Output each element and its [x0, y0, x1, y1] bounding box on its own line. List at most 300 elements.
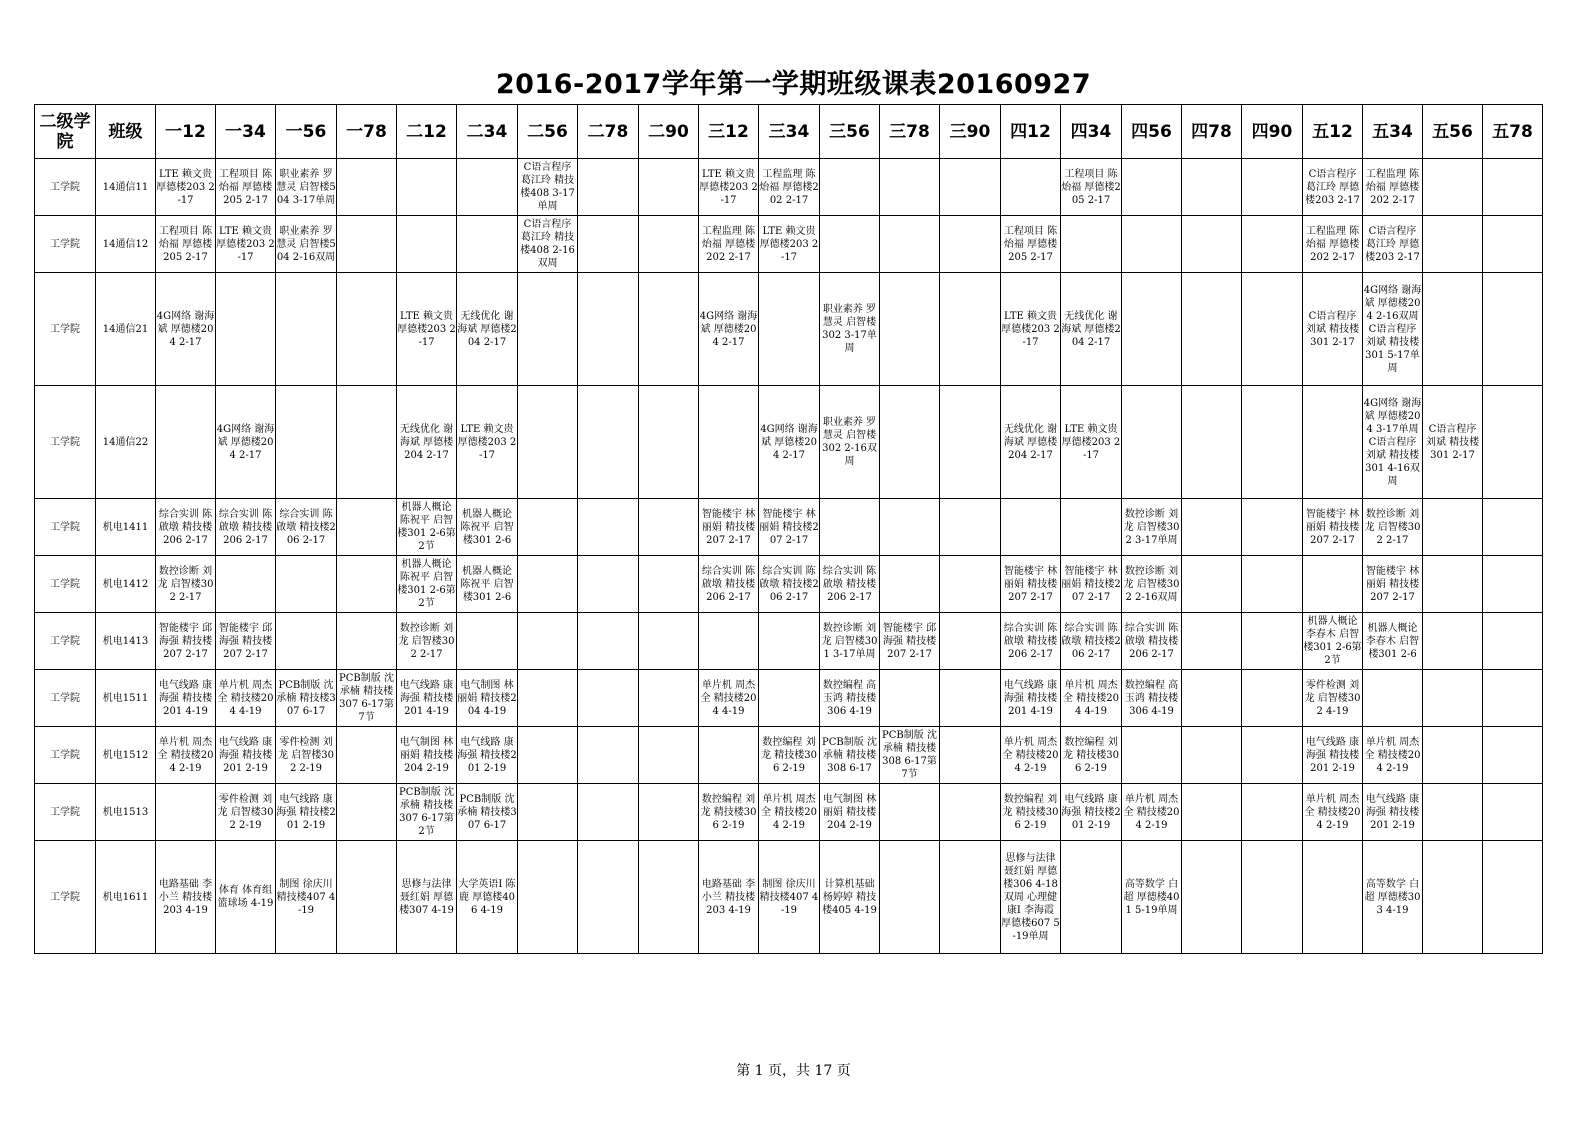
course-cell: 4G网络 谢海斌 厚德楼204 2-17: [759, 386, 820, 499]
course-cell: [1363, 670, 1423, 727]
course-cell: 数控诊断 刘龙 启智楼301 3-17单周: [820, 613, 880, 670]
course-cell: [1303, 386, 1363, 499]
class-schedule-table: [34, 104, 1543, 954]
course-cell: [578, 556, 639, 613]
college-cell: 工学院: [35, 273, 96, 386]
header-period: 四56: [1122, 105, 1182, 159]
course-cell: [518, 273, 578, 386]
course-cell: 无线优化 谢海斌 厚德楼204 2-17: [457, 273, 518, 386]
course-cell: 电气制图 林丽娟 精技楼204 2-19: [820, 784, 880, 841]
course-cell: 数控编程 刘龙 精技楼306 2-19: [1001, 784, 1061, 841]
course-cell: 电气线路 康海强 精技楼201 2-19: [216, 727, 276, 784]
course-cell: [1483, 159, 1543, 216]
course-cell: 无线优化 谢海斌 厚德楼204 2-17: [1001, 386, 1061, 499]
college-cell: 工学院: [35, 386, 96, 499]
course-cell: 电路基础 李小兰 精技楼203 4-19: [699, 841, 759, 954]
course-cell: 电路基础 李小兰 精技楼203 4-19: [156, 841, 216, 954]
header-period: 五56: [1423, 105, 1483, 159]
course-cell: [699, 727, 759, 784]
course-cell: 机器人概论 李春木 启智楼301 2-6: [1363, 613, 1423, 670]
course-cell: [1242, 556, 1303, 613]
course-cell: C语言程序 葛江玲 精技楼408 3-17单周: [518, 159, 578, 216]
course-cell: 电气制图 林丽娟 精技楼204 4-19: [457, 670, 518, 727]
course-cell: 单片机 周杰全 精技楼204 2-19: [759, 784, 820, 841]
course-cell: [1061, 216, 1122, 273]
course-cell: [1483, 613, 1543, 670]
course-cell: [1423, 216, 1483, 273]
course-cell: [940, 613, 1001, 670]
course-cell: [457, 216, 518, 273]
course-cell: [1001, 499, 1061, 556]
course-cell: 综合实训 陈啟墩 精技楼206 2-17: [216, 499, 276, 556]
course-cell: C语言程序 葛江玲 精技楼408 2-16双周: [518, 216, 578, 273]
page-title: 2016-2017学年第一学期班级课表20160927: [495, 69, 1092, 100]
college-cell: 工学院: [35, 216, 96, 273]
course-cell: [216, 273, 276, 386]
course-cell: [1483, 386, 1543, 499]
course-cell: [337, 499, 397, 556]
course-cell: 智能楼宇 林丽娟 精技楼207 2-17: [759, 499, 820, 556]
course-cell: 智能楼宇 邱海强 精技楼207 2-17: [156, 613, 216, 670]
course-cell: [156, 386, 216, 499]
course-cell: 思修与法律 聂红娟 厚德楼306 4-18双周 心理健康Ⅰ 李海霞 厚德楼607 5-19单周: [1001, 841, 1061, 954]
course-cell: 电气线路 康海强 精技楼201 4-19: [397, 670, 457, 727]
header-period: 三90: [940, 105, 1001, 159]
course-cell: [699, 386, 759, 499]
course-cell: [1182, 613, 1242, 670]
course-cell: [337, 216, 397, 273]
course-cell: LTE 赖文贵 厚德楼203 2-17: [759, 216, 820, 273]
course-cell: [639, 613, 699, 670]
table-row: [35, 727, 1543, 784]
course-cell: 电气线路 康海强 精技楼201 2-19: [1303, 727, 1363, 784]
course-cell: [639, 216, 699, 273]
table-row: [35, 841, 1543, 954]
course-cell: 数控诊断 刘龙 启智楼302 2-17: [397, 613, 457, 670]
course-cell: LTE 赖文贵 厚德楼203 2-17: [156, 159, 216, 216]
header-period: 三78: [880, 105, 940, 159]
course-cell: PCB制版 沈承楠 精技楼307 6-17: [457, 784, 518, 841]
course-cell: [1122, 727, 1182, 784]
course-cell: 体育 体育组 篮球场 4-19: [216, 841, 276, 954]
course-cell: [1242, 216, 1303, 273]
course-cell: [940, 159, 1001, 216]
course-cell: [397, 159, 457, 216]
course-cell: 数控编程 高玉鸿 精技楼306 4-19: [1122, 670, 1182, 727]
course-cell: [1423, 727, 1483, 784]
course-cell: 工程项目 陈炲福 厚德楼205 2-17: [156, 216, 216, 273]
header-period: 一34: [216, 105, 276, 159]
course-cell: 零件检测 刘龙 启智楼302 2-19: [276, 727, 337, 784]
course-cell: 计算机基础 杨婷婷 精技楼405 4-19: [820, 841, 880, 954]
course-cell: 4G网络 谢海斌 厚德楼204 3-17单周 C语言程序 刘斌 精技楼301 4-16双周: [1363, 386, 1423, 499]
course-cell: LTE 赖文贵 厚德楼203 2-17: [216, 216, 276, 273]
course-cell: 工程项目 陈炲福 厚德楼205 2-17: [216, 159, 276, 216]
course-cell: [578, 159, 639, 216]
page-footer: 第 1 页，共 17 页: [736, 1063, 851, 1079]
course-cell: PCB制版 沈承楠 精技楼308 6-17第7节: [880, 727, 940, 784]
course-cell: PCB制版 沈承楠 精技楼307 6-17第7节: [337, 670, 397, 727]
course-cell: [639, 556, 699, 613]
course-cell: LTE 赖文贵 厚德楼203 2-17: [397, 273, 457, 386]
course-cell: [940, 216, 1001, 273]
header-period: 二34: [457, 105, 518, 159]
course-cell: 综合实训 陈啟墩 精技楼206 2-17: [156, 499, 216, 556]
course-cell: [1182, 670, 1242, 727]
course-cell: [1242, 784, 1303, 841]
course-cell: [1483, 499, 1543, 556]
course-cell: [940, 273, 1001, 386]
course-cell: 无线优化 谢海斌 厚德楼204 2-17: [1061, 273, 1122, 386]
course-cell: [880, 386, 940, 499]
course-cell: 综合实训 陈啟墩 精技楼206 2-17: [699, 556, 759, 613]
course-cell: 数控诊断 刘龙 启智楼302 3-17单周: [1122, 499, 1182, 556]
class-cell: 机电1513: [96, 784, 156, 841]
course-cell: 电气线路 康海强 精技楼201 4-19: [156, 670, 216, 727]
course-cell: 职业素养 罗慧灵 启智楼504 3-17单周: [276, 159, 337, 216]
class-cell: 机电1413: [96, 613, 156, 670]
course-cell: [880, 499, 940, 556]
class-cell: 机电1611: [96, 841, 156, 954]
course-cell: [578, 841, 639, 954]
course-cell: [1182, 556, 1242, 613]
course-cell: 智能楼宇 林丽娟 精技楼207 2-17: [1061, 556, 1122, 613]
course-cell: C语言程序 刘斌 精技楼301 2-17: [1303, 273, 1363, 386]
course-cell: 电气线路 康海强 精技楼201 2-19: [1061, 784, 1122, 841]
course-cell: [1483, 216, 1543, 273]
course-cell: LTE 赖文贵 厚德楼203 2-17: [1001, 273, 1061, 386]
course-cell: [1242, 841, 1303, 954]
course-cell: [156, 784, 216, 841]
course-cell: [1303, 841, 1363, 954]
course-cell: [518, 556, 578, 613]
course-cell: [1242, 613, 1303, 670]
course-cell: 大学英语Ⅰ 陈鹿 厚德楼406 4-19: [457, 841, 518, 954]
course-cell: [518, 499, 578, 556]
course-cell: 单片机 周杰全 精技楼204 2-19: [156, 727, 216, 784]
course-cell: 综合实训 陈啟墩 精技楼206 2-17: [1061, 613, 1122, 670]
college-cell: 工学院: [35, 556, 96, 613]
course-cell: [578, 727, 639, 784]
course-cell: [578, 784, 639, 841]
class-cell: 机电1411: [96, 499, 156, 556]
course-cell: [276, 386, 337, 499]
course-cell: [1483, 273, 1543, 386]
course-cell: 机器人概论 李春木 启智楼301 2-6第2节: [1303, 613, 1363, 670]
table-row: [35, 670, 1543, 727]
header-period: 一12: [156, 105, 216, 159]
course-cell: [1483, 556, 1543, 613]
course-cell: 工程监理 陈炲福 厚德楼202 2-17: [759, 159, 820, 216]
course-cell: [820, 159, 880, 216]
college-cell: 工学院: [35, 159, 96, 216]
college-cell: 工学院: [35, 727, 96, 784]
course-cell: 职业素养 罗慧灵 启智楼302 3-17单周: [820, 273, 880, 386]
course-cell: 数控编程 高玉鸿 精技楼306 4-19: [820, 670, 880, 727]
course-cell: [820, 216, 880, 273]
course-cell: [1182, 273, 1242, 386]
course-cell: [276, 273, 337, 386]
course-cell: C语言程序 刘斌 精技楼301 2-17: [1423, 386, 1483, 499]
course-cell: [397, 216, 457, 273]
course-cell: 综合实训 陈啟墩 精技楼206 2-17: [276, 499, 337, 556]
course-cell: [337, 613, 397, 670]
course-cell: C语言程序 葛江玲 厚德楼203 2-17: [1303, 159, 1363, 216]
course-cell: [276, 613, 337, 670]
course-cell: LTE 赖文贵 厚德楼203 2-17: [457, 386, 518, 499]
course-cell: [940, 386, 1001, 499]
course-cell: [1242, 386, 1303, 499]
course-cell: [1423, 273, 1483, 386]
course-cell: 工程监理 陈炲福 厚德楼202 2-17: [1303, 216, 1363, 273]
header-period: 二78: [578, 105, 639, 159]
course-cell: [1423, 613, 1483, 670]
college-cell: 工学院: [35, 613, 96, 670]
course-cell: 职业素养 罗慧灵 启智楼504 2-16双周: [276, 216, 337, 273]
course-cell: 单片机 周杰全 精技楼204 2-19: [1122, 784, 1182, 841]
course-cell: [759, 613, 820, 670]
course-cell: 综合实训 陈啟墩 精技楼206 2-17: [1122, 613, 1182, 670]
course-cell: [578, 386, 639, 499]
course-cell: [639, 727, 699, 784]
course-cell: [337, 841, 397, 954]
header-period: 五12: [1303, 105, 1363, 159]
header-period: 四12: [1001, 105, 1061, 159]
course-cell: 工程项目 陈炲福 厚德楼205 2-17: [1001, 216, 1061, 273]
course-cell: [1483, 670, 1543, 727]
course-cell: [578, 216, 639, 273]
header-period: 五34: [1363, 105, 1423, 159]
course-cell: 工程监理 陈炲福 厚德楼202 2-17: [1363, 159, 1423, 216]
course-cell: [759, 273, 820, 386]
course-cell: [518, 386, 578, 499]
course-cell: 数控编程 刘龙 精技楼306 2-19: [1061, 727, 1122, 784]
class-cell: 14通信12: [96, 216, 156, 273]
course-cell: [1182, 386, 1242, 499]
course-cell: [578, 273, 639, 386]
course-cell: [1483, 784, 1543, 841]
course-cell: [518, 784, 578, 841]
course-cell: [1483, 841, 1543, 954]
course-cell: PCB制版 沈承楠 精技楼307 6-17: [276, 670, 337, 727]
course-cell: [940, 841, 1001, 954]
course-cell: [1242, 670, 1303, 727]
course-cell: [639, 499, 699, 556]
college-cell: 工学院: [35, 670, 96, 727]
course-cell: [880, 841, 940, 954]
course-cell: [639, 784, 699, 841]
course-cell: [578, 613, 639, 670]
course-cell: PCB制版 沈承楠 精技楼307 6-17第2节: [397, 784, 457, 841]
course-cell: [940, 784, 1001, 841]
course-cell: LTE 赖文贵 厚德楼203 2-17: [1061, 386, 1122, 499]
course-cell: [337, 159, 397, 216]
course-cell: [699, 613, 759, 670]
class-cell: 机电1512: [96, 727, 156, 784]
course-cell: [1061, 499, 1122, 556]
course-cell: [1423, 670, 1483, 727]
table-row: [35, 613, 1543, 670]
course-cell: [639, 386, 699, 499]
course-cell: 思修与法律 聂红娟 厚德楼307 4-19: [397, 841, 457, 954]
course-cell: C语言程序 葛江玲 厚德楼203 2-17: [1363, 216, 1423, 273]
header-period: 一78: [337, 105, 397, 159]
course-cell: [880, 216, 940, 273]
course-cell: 电气制图 林丽娟 精技楼204 2-19: [397, 727, 457, 784]
class-cell: 14通信22: [96, 386, 156, 499]
course-cell: [1483, 727, 1543, 784]
course-cell: 工程监理 陈炲福 厚德楼202 2-17: [699, 216, 759, 273]
table-row: [35, 499, 1543, 556]
course-cell: 零件检测 刘龙 启智楼302 4-19: [1303, 670, 1363, 727]
course-cell: PCB制版 沈承楠 精技楼308 6-17: [820, 727, 880, 784]
course-cell: 智能楼宇 邱海强 精技楼207 2-17: [216, 613, 276, 670]
header-college: 二级学院: [35, 105, 96, 159]
course-cell: 单片机 周杰全 精技楼204 2-19: [1363, 727, 1423, 784]
course-cell: 综合实训 陈啟墩 精技楼206 2-17: [1001, 613, 1061, 670]
course-cell: [759, 670, 820, 727]
course-cell: 机器人概论 陈祝平 启智楼301 2-6: [457, 499, 518, 556]
course-cell: [1423, 159, 1483, 216]
course-cell: 电气线路 康海强 精技楼201 2-19: [276, 784, 337, 841]
course-cell: [1001, 159, 1061, 216]
course-cell: 数控诊断 刘龙 启智楼302 2-17: [156, 556, 216, 613]
header-period: 一56: [276, 105, 337, 159]
course-cell: [1122, 386, 1182, 499]
course-cell: [880, 159, 940, 216]
course-cell: [639, 159, 699, 216]
table-row: [35, 159, 1543, 216]
course-cell: [1303, 556, 1363, 613]
course-cell: 数控诊断 刘龙 启智楼302 2-16双周: [1122, 556, 1182, 613]
course-cell: [337, 386, 397, 499]
course-cell: [880, 670, 940, 727]
course-cell: [337, 727, 397, 784]
course-cell: 单片机 周杰全 精技楼204 2-19: [1303, 784, 1363, 841]
course-cell: [1182, 841, 1242, 954]
course-cell: 4G网络 谢海斌 厚德楼204 2-17: [156, 273, 216, 386]
course-cell: 综合实训 陈啟墩 精技楼206 2-17: [759, 556, 820, 613]
course-cell: [820, 499, 880, 556]
header-period: 三56: [820, 105, 880, 159]
course-cell: 职业素养 罗慧灵 启智楼302 2-16双周: [820, 386, 880, 499]
course-cell: 4G网络 谢海斌 厚德楼204 2-16双周 C语言程序 刘斌 精技楼301 5-17单周: [1363, 273, 1423, 386]
course-cell: 4G网络 谢海斌 厚德楼204 2-17: [216, 386, 276, 499]
class-cell: 14通信11: [96, 159, 156, 216]
header-period: 四78: [1182, 105, 1242, 159]
table-row: [35, 784, 1543, 841]
table-row: [35, 216, 1543, 273]
course-cell: [880, 784, 940, 841]
class-cell: 机电1412: [96, 556, 156, 613]
course-cell: [1182, 216, 1242, 273]
course-cell: 机器人概论 陈祝平 启智楼301 2-6第2节: [397, 556, 457, 613]
course-cell: 智能楼宇 邱海强 精技楼207 2-17: [880, 613, 940, 670]
course-cell: [1242, 273, 1303, 386]
course-cell: 制图 徐庆川 精技楼407 4-19: [276, 841, 337, 954]
course-cell: 机器人概论 陈祝平 启智楼301 2-6第2节: [397, 499, 457, 556]
course-cell: [1423, 499, 1483, 556]
course-cell: [457, 613, 518, 670]
course-cell: [880, 556, 940, 613]
header-period: 二12: [397, 105, 457, 159]
course-cell: LTE 赖文贵 厚德楼203 2-17: [699, 159, 759, 216]
course-cell: [1242, 159, 1303, 216]
course-cell: [216, 556, 276, 613]
course-cell: [518, 670, 578, 727]
header-period: 二56: [518, 105, 578, 159]
class-cell: 机电1511: [96, 670, 156, 727]
course-cell: [1182, 727, 1242, 784]
course-cell: [457, 159, 518, 216]
course-cell: [639, 670, 699, 727]
course-cell: 电气线路 康海强 精技楼201 2-19: [1363, 784, 1423, 841]
college-cell: 工学院: [35, 784, 96, 841]
course-cell: [276, 556, 337, 613]
course-cell: [1061, 841, 1122, 954]
course-cell: 智能楼宇 林丽娟 精技楼207 2-17: [1001, 556, 1061, 613]
course-cell: [337, 273, 397, 386]
header-period: 四90: [1242, 105, 1303, 159]
header-period: 三12: [699, 105, 759, 159]
course-cell: 高等数学 白超 厚德楼303 4-19: [1363, 841, 1423, 954]
course-cell: [578, 670, 639, 727]
course-cell: [518, 727, 578, 784]
course-cell: 电气线路 康海强 精技楼201 4-19: [1001, 670, 1061, 727]
course-cell: [639, 841, 699, 954]
course-cell: [1423, 784, 1483, 841]
course-cell: [337, 784, 397, 841]
header-period: 二90: [639, 105, 699, 159]
header-period: 三34: [759, 105, 820, 159]
course-cell: [880, 273, 940, 386]
course-cell: [518, 841, 578, 954]
course-cell: [940, 670, 1001, 727]
header-period: 四34: [1061, 105, 1122, 159]
course-cell: [1122, 159, 1182, 216]
course-cell: 数控编程 刘龙 精技楼306 2-19: [699, 784, 759, 841]
course-cell: 单片机 周杰全 精技楼204 4-19: [699, 670, 759, 727]
course-cell: 智能楼宇 林丽娟 精技楼207 2-17: [1303, 499, 1363, 556]
course-cell: 高等数学 白超 厚德楼401 5-19单周: [1122, 841, 1182, 954]
course-cell: 单片机 周杰全 精技楼204 2-19: [1001, 727, 1061, 784]
course-cell: 智能楼宇 林丽娟 精技楼207 2-17: [1363, 556, 1423, 613]
course-cell: 4G网络 谢海斌 厚德楼204 2-17: [699, 273, 759, 386]
course-cell: 单片机 周杰全 精技楼204 4-19: [216, 670, 276, 727]
college-cell: 工学院: [35, 841, 96, 954]
course-cell: [1122, 216, 1182, 273]
course-cell: [940, 727, 1001, 784]
course-cell: [1423, 841, 1483, 954]
course-cell: [1182, 499, 1242, 556]
course-cell: 单片机 周杰全 精技楼204 4-19: [1061, 670, 1122, 727]
header-class: 班级: [96, 105, 156, 159]
course-cell: [639, 273, 699, 386]
table-row: [35, 386, 1543, 499]
course-cell: [940, 556, 1001, 613]
course-cell: [578, 499, 639, 556]
course-cell: [1182, 159, 1242, 216]
college-cell: 工学院: [35, 499, 96, 556]
course-cell: 数控诊断 刘龙 启智楼302 2-17: [1363, 499, 1423, 556]
course-cell: [1182, 784, 1242, 841]
course-cell: [1122, 273, 1182, 386]
course-cell: 智能楼宇 林丽娟 精技楼207 2-17: [699, 499, 759, 556]
table-row: [35, 556, 1543, 613]
course-cell: 机器人概论 陈祝平 启智楼301 2-6: [457, 556, 518, 613]
class-cell: 14通信21: [96, 273, 156, 386]
header-period: 五78: [1483, 105, 1543, 159]
